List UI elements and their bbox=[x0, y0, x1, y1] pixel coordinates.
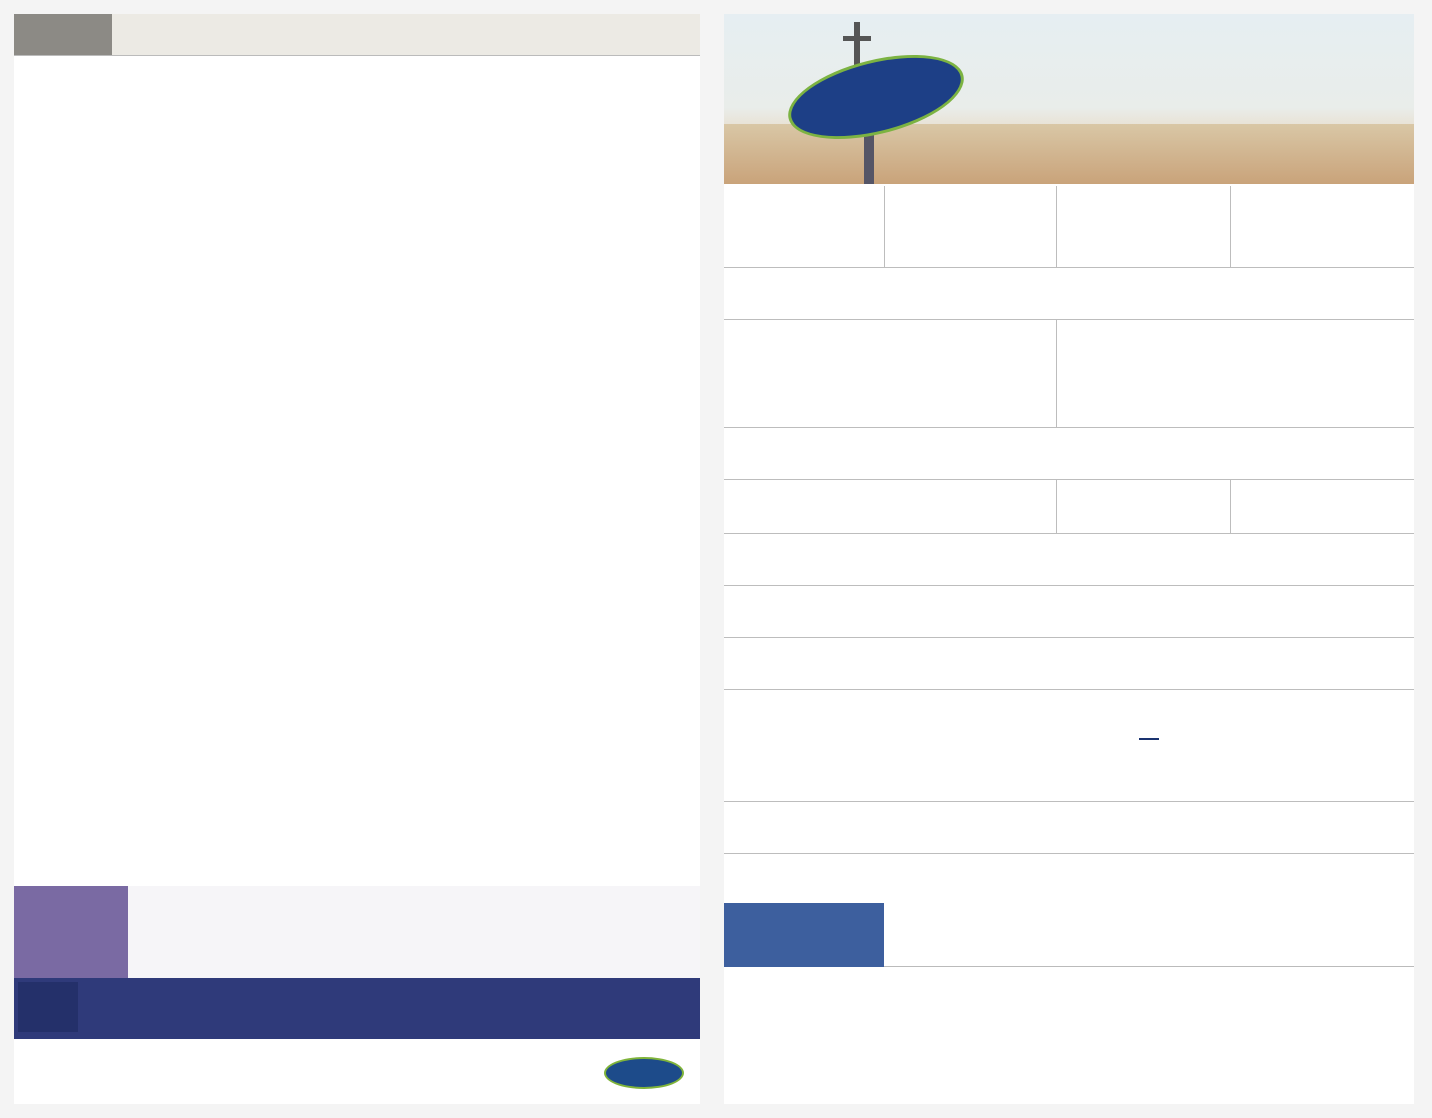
service-1 bbox=[884, 186, 1056, 267]
order-row-scripture bbox=[724, 638, 1414, 690]
offering-notice bbox=[14, 14, 700, 56]
service-3 bbox=[1230, 186, 1414, 267]
logo-ko bbox=[787, 58, 956, 100]
order-row-benediction bbox=[724, 854, 1414, 904]
towb-notice bbox=[724, 901, 1414, 967]
offering-value bbox=[884, 802, 1414, 853]
worship-order bbox=[724, 186, 1414, 904]
header-banner bbox=[724, 14, 1414, 184]
church-footer bbox=[14, 1036, 700, 1104]
benediction-label: 축 도 bbox=[742, 871, 866, 892]
towb-tag bbox=[724, 903, 884, 967]
praise-label bbox=[724, 320, 884, 427]
slogan-block bbox=[1024, 40, 1404, 42]
prayer-2 bbox=[1056, 480, 1230, 533]
benediction-value bbox=[884, 854, 1414, 904]
footer-logo bbox=[604, 1057, 684, 1089]
order-row-praise bbox=[724, 320, 1414, 428]
left-page bbox=[14, 14, 700, 1104]
departments bbox=[724, 972, 1414, 1104]
order-row-prayer bbox=[724, 480, 1414, 534]
order-label bbox=[724, 186, 884, 267]
praise-songs-1 bbox=[884, 320, 1056, 427]
logo-en bbox=[787, 58, 956, 100]
sermon-label: 설 교 bbox=[742, 738, 866, 758]
confession-label bbox=[724, 428, 884, 479]
sermon-series bbox=[1139, 738, 1159, 740]
meetings-box bbox=[14, 886, 700, 978]
offering-text bbox=[112, 14, 700, 55]
call-label bbox=[724, 268, 884, 319]
prayer-label: 기 도 bbox=[742, 499, 866, 519]
order-row-blessing bbox=[724, 586, 1414, 638]
scripture-label bbox=[724, 638, 884, 689]
hymn-value bbox=[884, 534, 1414, 585]
sermon-block bbox=[884, 690, 1414, 801]
order-row-confession bbox=[724, 428, 1414, 480]
cts-banner bbox=[14, 978, 700, 1036]
towb-text bbox=[884, 903, 1414, 967]
blessing-value bbox=[884, 586, 1414, 637]
prayer-1 bbox=[884, 480, 1056, 533]
meetings-tag bbox=[14, 886, 128, 978]
cts-logo bbox=[18, 982, 78, 1032]
prayer-3 bbox=[1230, 480, 1414, 533]
meetings-list bbox=[128, 886, 700, 978]
hymn-label: 찬 양 bbox=[742, 552, 866, 572]
call-value bbox=[884, 268, 1414, 319]
praise-songs-2 bbox=[1056, 320, 1414, 427]
right-page bbox=[724, 14, 1414, 1104]
offering-tag bbox=[14, 14, 112, 55]
order-header-row bbox=[724, 186, 1414, 268]
notice-list bbox=[14, 56, 700, 64]
offering-label bbox=[724, 802, 884, 853]
cross-bar bbox=[843, 36, 871, 41]
scripture-value bbox=[884, 638, 1414, 689]
service-2 bbox=[1056, 186, 1230, 267]
order-row-call bbox=[724, 268, 1414, 320]
footer-name bbox=[14, 1039, 204, 1104]
order-row-sermon bbox=[724, 690, 1414, 802]
footer-address bbox=[204, 1039, 604, 1104]
confession-value bbox=[884, 428, 1414, 479]
order-row-offering bbox=[724, 802, 1414, 854]
order-row-hymn bbox=[724, 534, 1414, 586]
blessing-label bbox=[724, 586, 884, 637]
